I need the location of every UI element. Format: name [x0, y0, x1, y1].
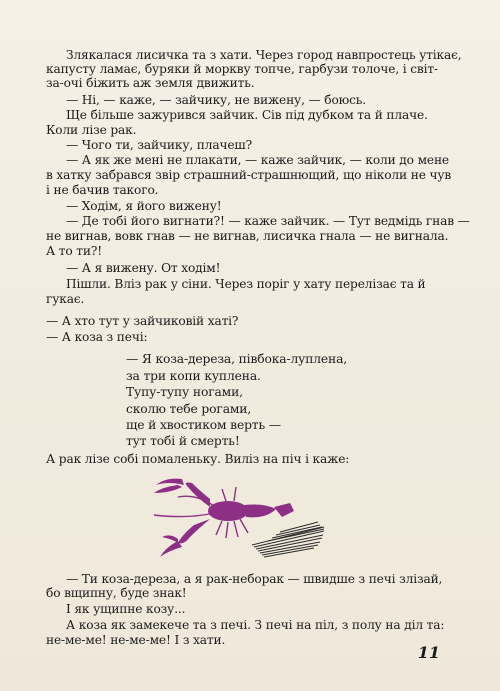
crayfish-illustration: [148, 475, 326, 561]
story-line: бо вщипну, буде знак!: [46, 586, 187, 600]
poem-line: — Я коза-дереза, півбока-луплена,: [126, 352, 348, 366]
story-line: — А як же мені не плакати, — каже зайчик, — коли до мене: [66, 153, 449, 167]
story-line: гукає.: [46, 292, 85, 306]
story-line: Злякалася лисичка та з хати. Через город навпростець утікає,: [66, 48, 462, 62]
page-number: 11: [417, 643, 440, 662]
story-line: не вигнав, вовк гнав — не вигнав, лисичка гнала — не вигнала.: [46, 229, 449, 243]
story-line: за-очі біжить аж земля движить.: [46, 76, 255, 90]
story-line: не-ме-ме! не-ме-ме! І з хати.: [46, 633, 226, 647]
story-line: Пішли. Вліз рак у сіни. Через поріг у хату перелізає та й: [66, 277, 426, 291]
story-line: — Чого ти, зайчику, плачеш?: [66, 138, 252, 152]
story-line: І як ущипне козу...: [66, 602, 186, 616]
story-line: — Ні, — каже, — зайчику, не вижену, — боюсь.: [66, 93, 367, 107]
story-line: А рак лізе собі помаленьку. Виліз на піч і каже:: [46, 452, 350, 466]
story-line: Ще більше зажурився зайчик. Сів під дубком та й плаче.: [66, 108, 428, 122]
story-line: — А коза з печі:: [46, 330, 148, 344]
story-line: капусту ламає, буряки й моркву топче, гарбузи толоче, і світ-: [46, 62, 438, 76]
poem-line: сколю тебе рогами,: [126, 402, 252, 416]
story-line: — А я вижену. От ходім!: [66, 261, 221, 275]
straw-icon: [252, 522, 324, 557]
story-line: і не бачив такого.: [46, 183, 159, 197]
story-line: — А хто тут у зайчиковій хаті?: [46, 314, 239, 328]
poem-line: за три копи куплена.: [126, 369, 261, 383]
poem-line: Тупу-тупу ногами,: [126, 385, 243, 399]
story-line: — Ти коза-дереза, а я рак-неборак — швидше з печі злізай,: [66, 572, 443, 586]
story-line: Коли лізе рак.: [46, 123, 137, 137]
story-line: А коза як замекече та з печі. З печі на піл, з полу на діл та:: [66, 618, 445, 632]
story-line: — Ходім, я його вижену!: [66, 199, 222, 213]
story-line: — Де тобі його вигнати?! — каже зайчик. — Тут ведмідь гнав —: [66, 214, 470, 228]
story-line: А то ти?!: [46, 244, 103, 258]
story-line: в хатку забрався звір страшний-страшнющий, що ніколи не чув: [46, 168, 452, 182]
poem-line: тут тобі й смерть!: [126, 434, 240, 448]
poem-line: ще й хвостиком верть —: [126, 418, 281, 432]
